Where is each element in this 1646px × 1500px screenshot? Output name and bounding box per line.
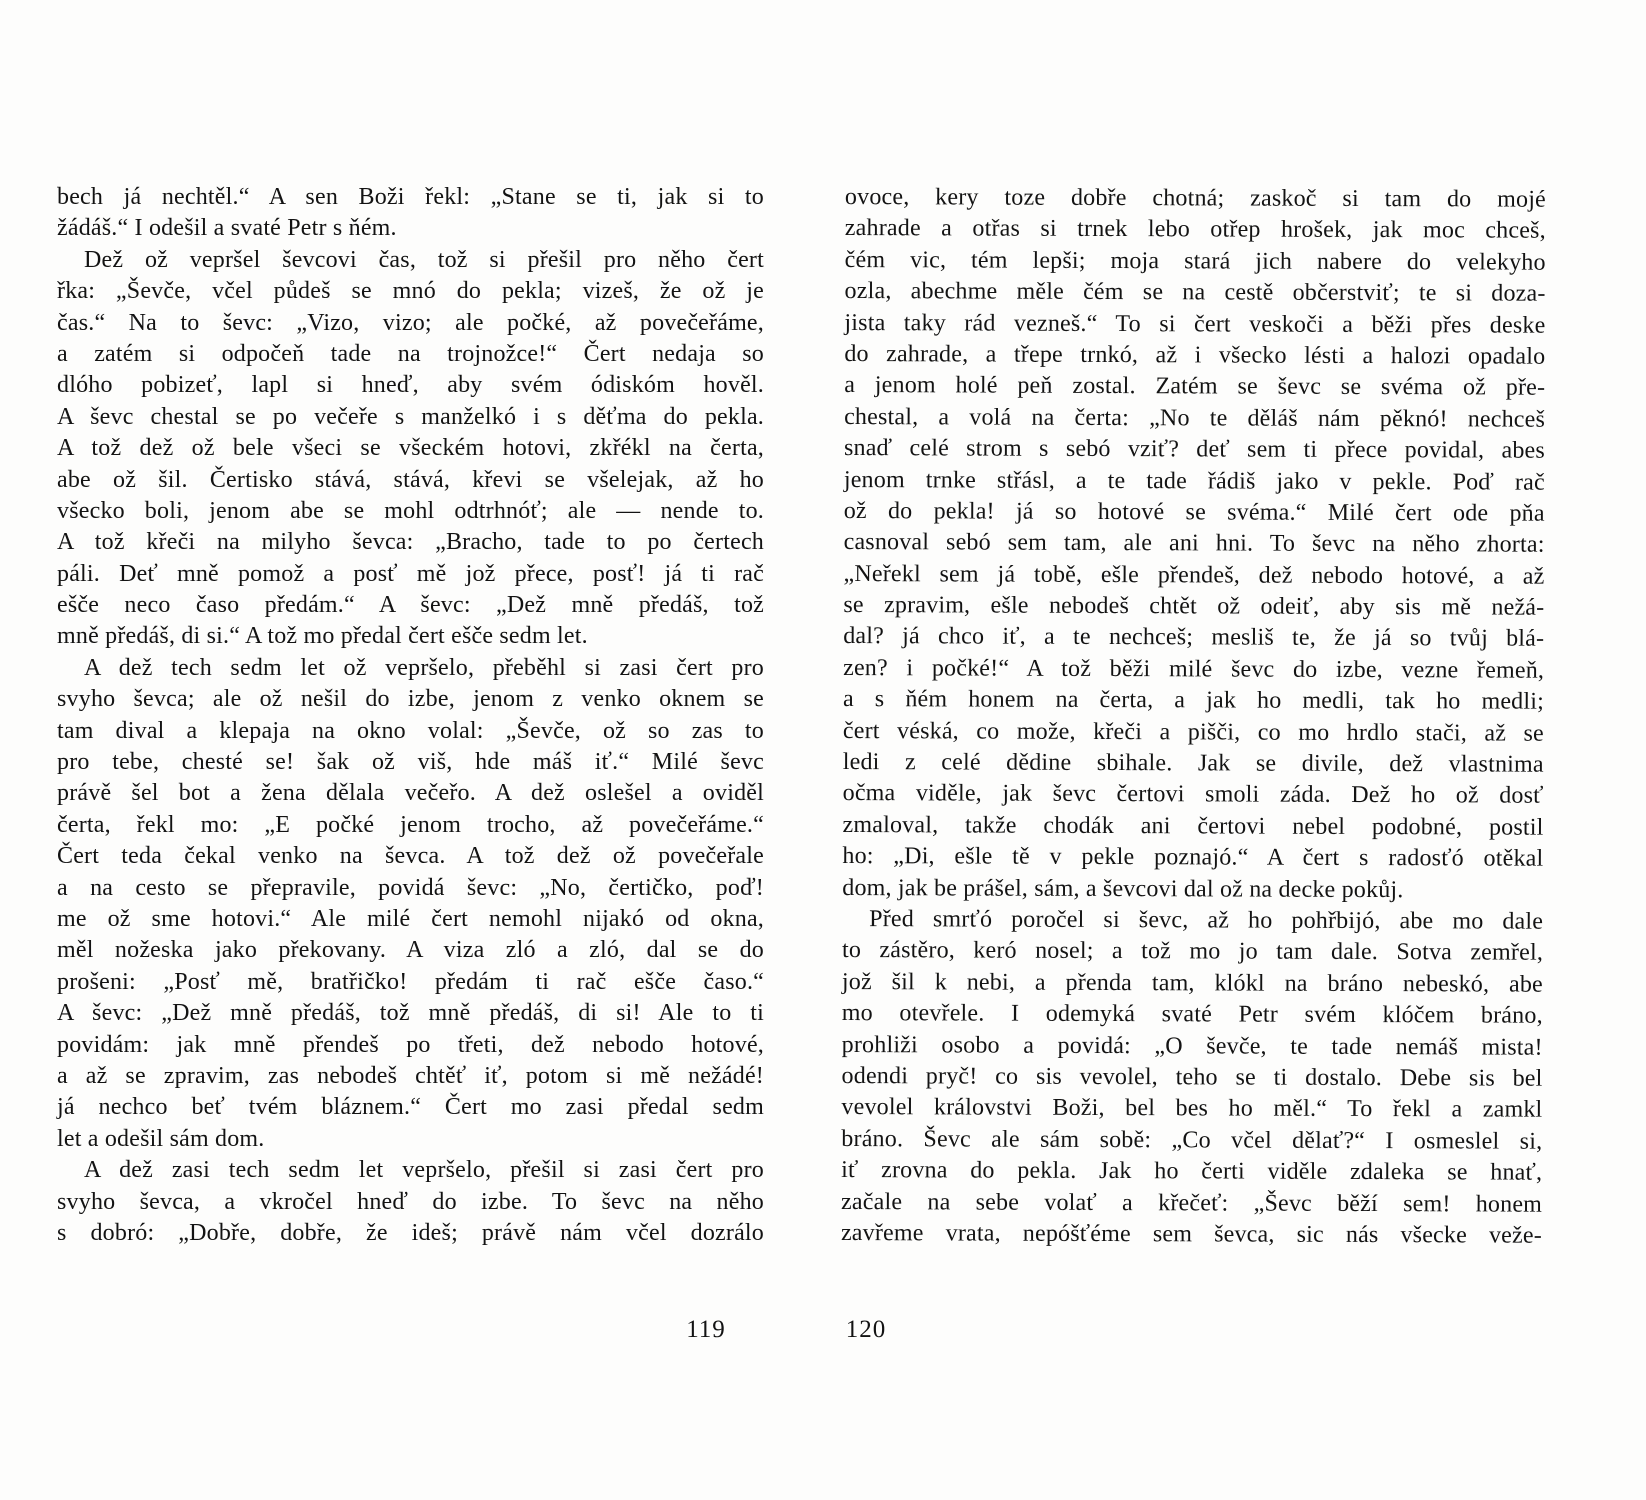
text-line: a zatém si odpočeň tade na trojnožce!“ Čert nedaja so <box>57 340 764 367</box>
text-line: A ševc: „Dež mně předáš, tož mně předáš, di si! Ale to ti <box>57 1000 764 1027</box>
text-line: měl nožeska jako překovany. A viza zló a zló, dal se do <box>57 937 764 964</box>
text-line: ho: „Di, ešle tě v pekle poznajó.“ A čert s radosťó otěkal <box>842 843 1544 872</box>
text-line: Dež ož vepršel ševcovi čas, tož si přešil pro něho čert <box>84 246 764 273</box>
text-line: řka: „Ševče, včel půdeš se mnó do pekla; vizeš, že ož je <box>57 278 764 305</box>
page-right-text-block <box>841 182 1546 1252</box>
text-line: abe ož šil. Čertisko stává, stává, křevi se všelejak, až ho <box>57 466 764 493</box>
text-line: odendi pryč! co sis vevolel, teho se ti dostalo. Debe sis bel <box>841 1062 1543 1092</box>
text-line: a jenom holé peň zostal. Zatém se ševc se svéma ož pře- <box>844 372 1546 402</box>
text-line: jož šil k nebi, a přenda tam, klókl na bráno nebeskó, abe <box>841 968 1543 998</box>
text-line: do zahrade, a třepe trnkó, až i všecko lésti a halozi opadalo <box>844 340 1546 370</box>
text-line: ledi z celé dědine sbihale. Jak se divile, dež vlastnima <box>842 749 1544 778</box>
text-line: vevolel královstvi Boži, bel bes ho měl.“ To řekl a zamkl <box>841 1094 1543 1124</box>
text-line: ož do pekla! já so hotové se svéma.“ Milé čert ode pňa <box>843 497 1545 527</box>
text-line: povidám: jak mně přendeš po třeti, dež nebodo hotové, <box>57 1031 764 1058</box>
text-line: mně předáš, di si.“ A tož mo předal čert ešče sedm let. <box>57 623 588 650</box>
text-line: ešče neco časo předám.“ A ševc: „Dež mně předáš, tož <box>57 592 764 619</box>
text-line: ozla, abechme měle čém se na cestě občerstviť; te si doza- <box>844 278 1546 307</box>
text-line: snaď celé strom s sebó vziť? deť sem ti přece povidal, abes <box>843 435 1546 464</box>
text-line: chestal, a volá na čerta: „No te děláš nám pěknó! nechceš <box>844 403 1546 433</box>
text-line: zen? i počké!“ A tož běži milé ševc do izbe, vezne řemeň, <box>843 654 1545 684</box>
text-line: „Neřekl sem já tobě, ešle přendeš, dež nebodo hotové, a až <box>843 560 1545 590</box>
text-line: Před smrťó poročel si ševc, až ho pohřbijó, abe mo dale <box>869 906 1544 935</box>
text-line: A dež zasi tech sedm let vepršelo, přešil si zasi čert pro <box>84 1157 764 1184</box>
text-line: čerta, řekl mo: „E počké jenom trocho, až povečeřáme.“ <box>57 811 764 838</box>
text-line: jista taky rád vezneš.“ To si čert veskoči a běži přes deske <box>844 309 1546 339</box>
text-line: dal? já chco iť, a te nechceš; mesliš te, že já so tvůj blá- <box>843 623 1545 653</box>
text-line: začale na sebe volať a křečeť: „Ševc běží sem! honem <box>841 1188 1543 1218</box>
page-left-text-block <box>57 182 764 1249</box>
page-number-right: 120 <box>845 1316 887 1343</box>
text-line: zavřeme vrata, nepóšťéme sem ševca, sic nás všecke veže- <box>840 1219 1543 1249</box>
text-line: právě šel bot a žena dělala večeřo. A dež oslešel a oviděl <box>57 780 764 807</box>
text-line: prohliži osobo a povidá: „O ševče, te tade nemáš mista! <box>841 1031 1543 1061</box>
text-line: páli. Deť mně pomož a posť mě jož přece, posť! já ti rač <box>57 560 764 587</box>
text-line: zmaloval, takže chodák ani čertovi nebel podobné, postil <box>842 811 1544 841</box>
text-line: všecko boli, jenom abe se mohl odtrhnóť; ale — nende to. <box>57 497 764 524</box>
text-line: casnoval sebó sem tam, ale ani hni. To ševc na něho zhorta: <box>843 529 1545 558</box>
text-line: dom, jak be prášel, sám, a ševcovi dal ož na decke pokůj. <box>842 874 1404 903</box>
text-line: a na cesto se přepravile, povidá ševc: „No, čertičko, poď! <box>57 874 764 901</box>
text-line: svyho ševca, a vkročel hneď do izbe. To ševc na něho <box>57 1188 764 1215</box>
text-line: bráno. Ševc ale sám sobě: „Co včel dělať?“ I osmeslel si, <box>841 1125 1543 1155</box>
text-line: svyho ševca; ale ož nešil do izbe, jenom z venko oknem se <box>57 686 764 713</box>
text-line: čert véská, co može, křeči a pišči, co mo hrdlo stači, až se <box>842 717 1544 747</box>
text-line: let a odešil sám dom. <box>57 1125 265 1152</box>
text-line: pro tebe, chesté se! šak ož viš, hde máš iť.“ Milé ševc <box>57 749 764 776</box>
text-line: A tož dež ož bele všeci se všeckém hotovi, zkřékl na čerta, <box>57 435 764 462</box>
text-line: prošeni: „Posť mě, bratřičko! předám ti rač ešče časo.“ <box>57 968 764 995</box>
text-line: to zástěro, keró nosel; a tož mo jo tam dale. Sotva zemřel, <box>841 937 1544 967</box>
text-line: Čert teda čekal venko na ševca. A tož dež ož povečeřale <box>57 843 764 870</box>
text-line: mo otevřele. I odemyká svaté Petr svém klóčem bráno, <box>841 1000 1543 1029</box>
text-line: iť zrovna do pekla. Jak ho čerti viděle zdaleka se hnať, <box>841 1157 1543 1186</box>
text-line: se zpravim, ešle nebodeš chtět ož odeiť, aby sis mě nežá- <box>843 592 1545 621</box>
text-line: já nechco beť tvém bláznem.“ Čert mo zasi předal sedm <box>57 1094 764 1121</box>
text-line: A tož křeči na milyho ševca: „Bracho, tade to po čertech <box>57 529 764 556</box>
text-line: ovoce, kery toze dobře chotná; zaskoč si tam do mojé <box>844 183 1546 213</box>
text-line: A ševc chestal se po večeře s manželkó i s děťma do pekla. <box>57 403 764 430</box>
text-line: bech já nechtěl.“ A sen Boži řekl: „Stane se ti, jak si to <box>57 184 764 210</box>
text-line: A dež tech sedm let ož vepršelo, přeběhl si zasi čert pro <box>84 654 764 681</box>
text-line: dlóho pobizeť, lapl si hneď, aby svém ódiskóm hověl. <box>57 372 764 399</box>
text-line: a s ňém honem na čerta, a jak ho medli, tak ho medli; <box>842 686 1545 715</box>
text-line: čas.“ Na to ševc: „Vizo, vizo; ale počké, až povečeřáme, <box>57 309 764 336</box>
text-line: očma viděle, jak ševc čertovi smoli záda. Dež ho ož dosť <box>842 780 1544 810</box>
text-line: tam dival a klepaja na okno volal: „Ševče, ož so zas to <box>57 717 764 744</box>
text-line: me ož sme hotovi.“ Ale milé čert nemohl nijakó od okna, <box>57 905 764 932</box>
text-line: jenom trnke střásl, a te tade řádiš jako v pekle. Poď rač <box>843 466 1545 496</box>
text-line: čém vic, tém lepši; moja stará jich nabere do velekyho <box>844 246 1546 276</box>
page-number-left: 119 <box>686 1316 726 1343</box>
text-line: žádáš.“ I odešil a svaté Petr s ňém. <box>57 215 397 242</box>
text-line: s dobró: „Dobře, dobře, že ideš; právě nám včel dozrálo <box>57 1219 764 1246</box>
text-line: zahrade a otřas si trnek lebo otřep hrošek, jak moc chceš, <box>844 215 1546 245</box>
text-line: a až se zpravim, zas nebodeš chtěť iť, potom si mě nežádé! <box>57 1062 764 1089</box>
